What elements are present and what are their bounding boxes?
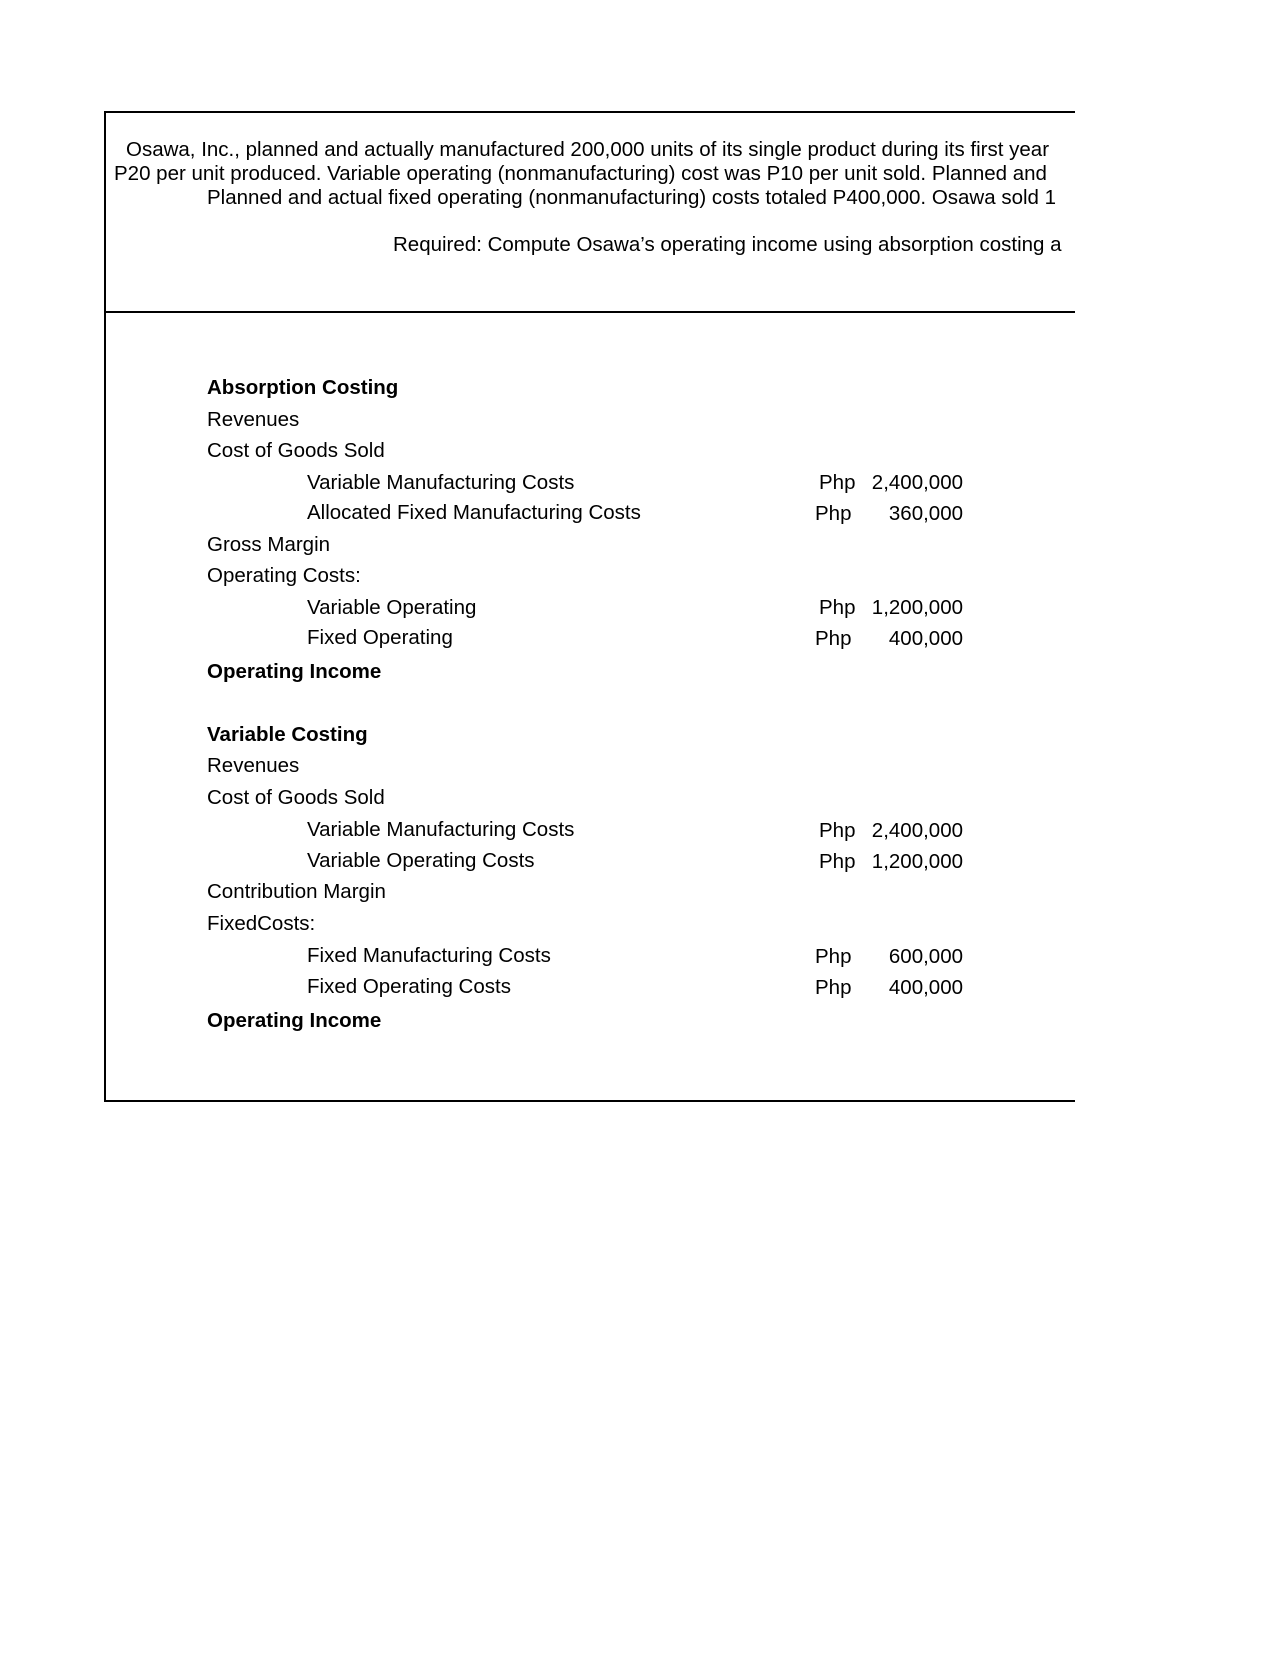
problem-line-2: P20 per unit produced. Variable operating (nonmanufacturing) cost was P10 per unit sold. Planned and [114,162,1047,185]
variable-variable-op-amount: 1,200,000 [871,850,963,873]
absorption-fixed-op-amount: 400,000 [888,627,963,650]
variable-fixed-op-label: Fixed Operating Costs [307,975,511,998]
absorption-variable-mfg-label: Variable Manufacturing Costs [307,471,575,494]
variable-revenues-label: Revenues [207,754,300,777]
variable-contribution-margin-label: Contribution Margin [207,880,386,903]
absorption-operating-costs-label: Operating Costs: [207,564,361,587]
required-statement: Required: Compute Osawa’s operating income using absorption costing a [393,233,1062,256]
variable-fixed-op-amount: 400,000 [888,976,963,999]
absorption-revenues-label: Revenues [207,408,300,431]
variable-variable-mfg-label: Variable Manufacturing Costs [307,818,575,841]
bottom-border [104,1100,1075,1102]
absorption-cogs-label: Cost of Goods Sold [207,439,385,462]
variable-fixed-mfg-currency: Php [815,945,852,968]
absorption-variable-mfg-currency: Php [819,471,856,494]
problem-line-1: Osawa, Inc., planned and actually manufactured 200,000 units of its single product during its first year [126,138,1050,161]
absorption-variable-op-label: Variable Operating [307,596,477,619]
absorption-allocated-fixed-currency: Php [815,502,852,525]
absorption-variable-mfg-amount: 2,400,000 [871,471,963,494]
variable-fixed-op-currency: Php [815,976,852,999]
variable-fixed-costs-label: FixedCosts: [207,912,316,935]
section-divider [104,311,1075,313]
absorption-operating-income-label: Operating Income [207,660,382,683]
absorption-title: Absorption Costing [207,376,399,399]
absorption-allocated-fixed-label: Allocated Fixed Manufacturing Costs [307,501,641,524]
top-border [104,111,1075,113]
absorption-fixed-op-label: Fixed Operating [307,626,453,649]
variable-variable-mfg-currency: Php [819,819,856,842]
absorption-variable-op-currency: Php [819,596,856,619]
absorption-variable-op-amount: 1,200,000 [871,596,963,619]
variable-variable-op-currency: Php [819,850,856,873]
variable-cogs-label: Cost of Goods Sold [207,786,385,809]
problem-statement [106,138,1075,210]
absorption-gross-margin-label: Gross Margin [207,533,331,556]
variable-fixed-mfg-label: Fixed Manufacturing Costs [307,944,551,967]
problem-line-3: Planned and actual fixed operating (nonmanufacturing) costs totaled P400,000. Osawa sold 1 [207,186,1057,209]
left-border [104,111,106,1102]
variable-operating-income-label: Operating Income [207,1009,382,1032]
variable-fixed-mfg-amount: 600,000 [888,945,963,968]
absorption-allocated-fixed-amount: 360,000 [888,502,963,525]
variable-variable-mfg-amount: 2,400,000 [871,819,963,842]
variable-title: Variable Costing [207,723,368,746]
absorption-fixed-op-currency: Php [815,627,852,650]
variable-variable-op-label: Variable Operating Costs [307,849,535,872]
